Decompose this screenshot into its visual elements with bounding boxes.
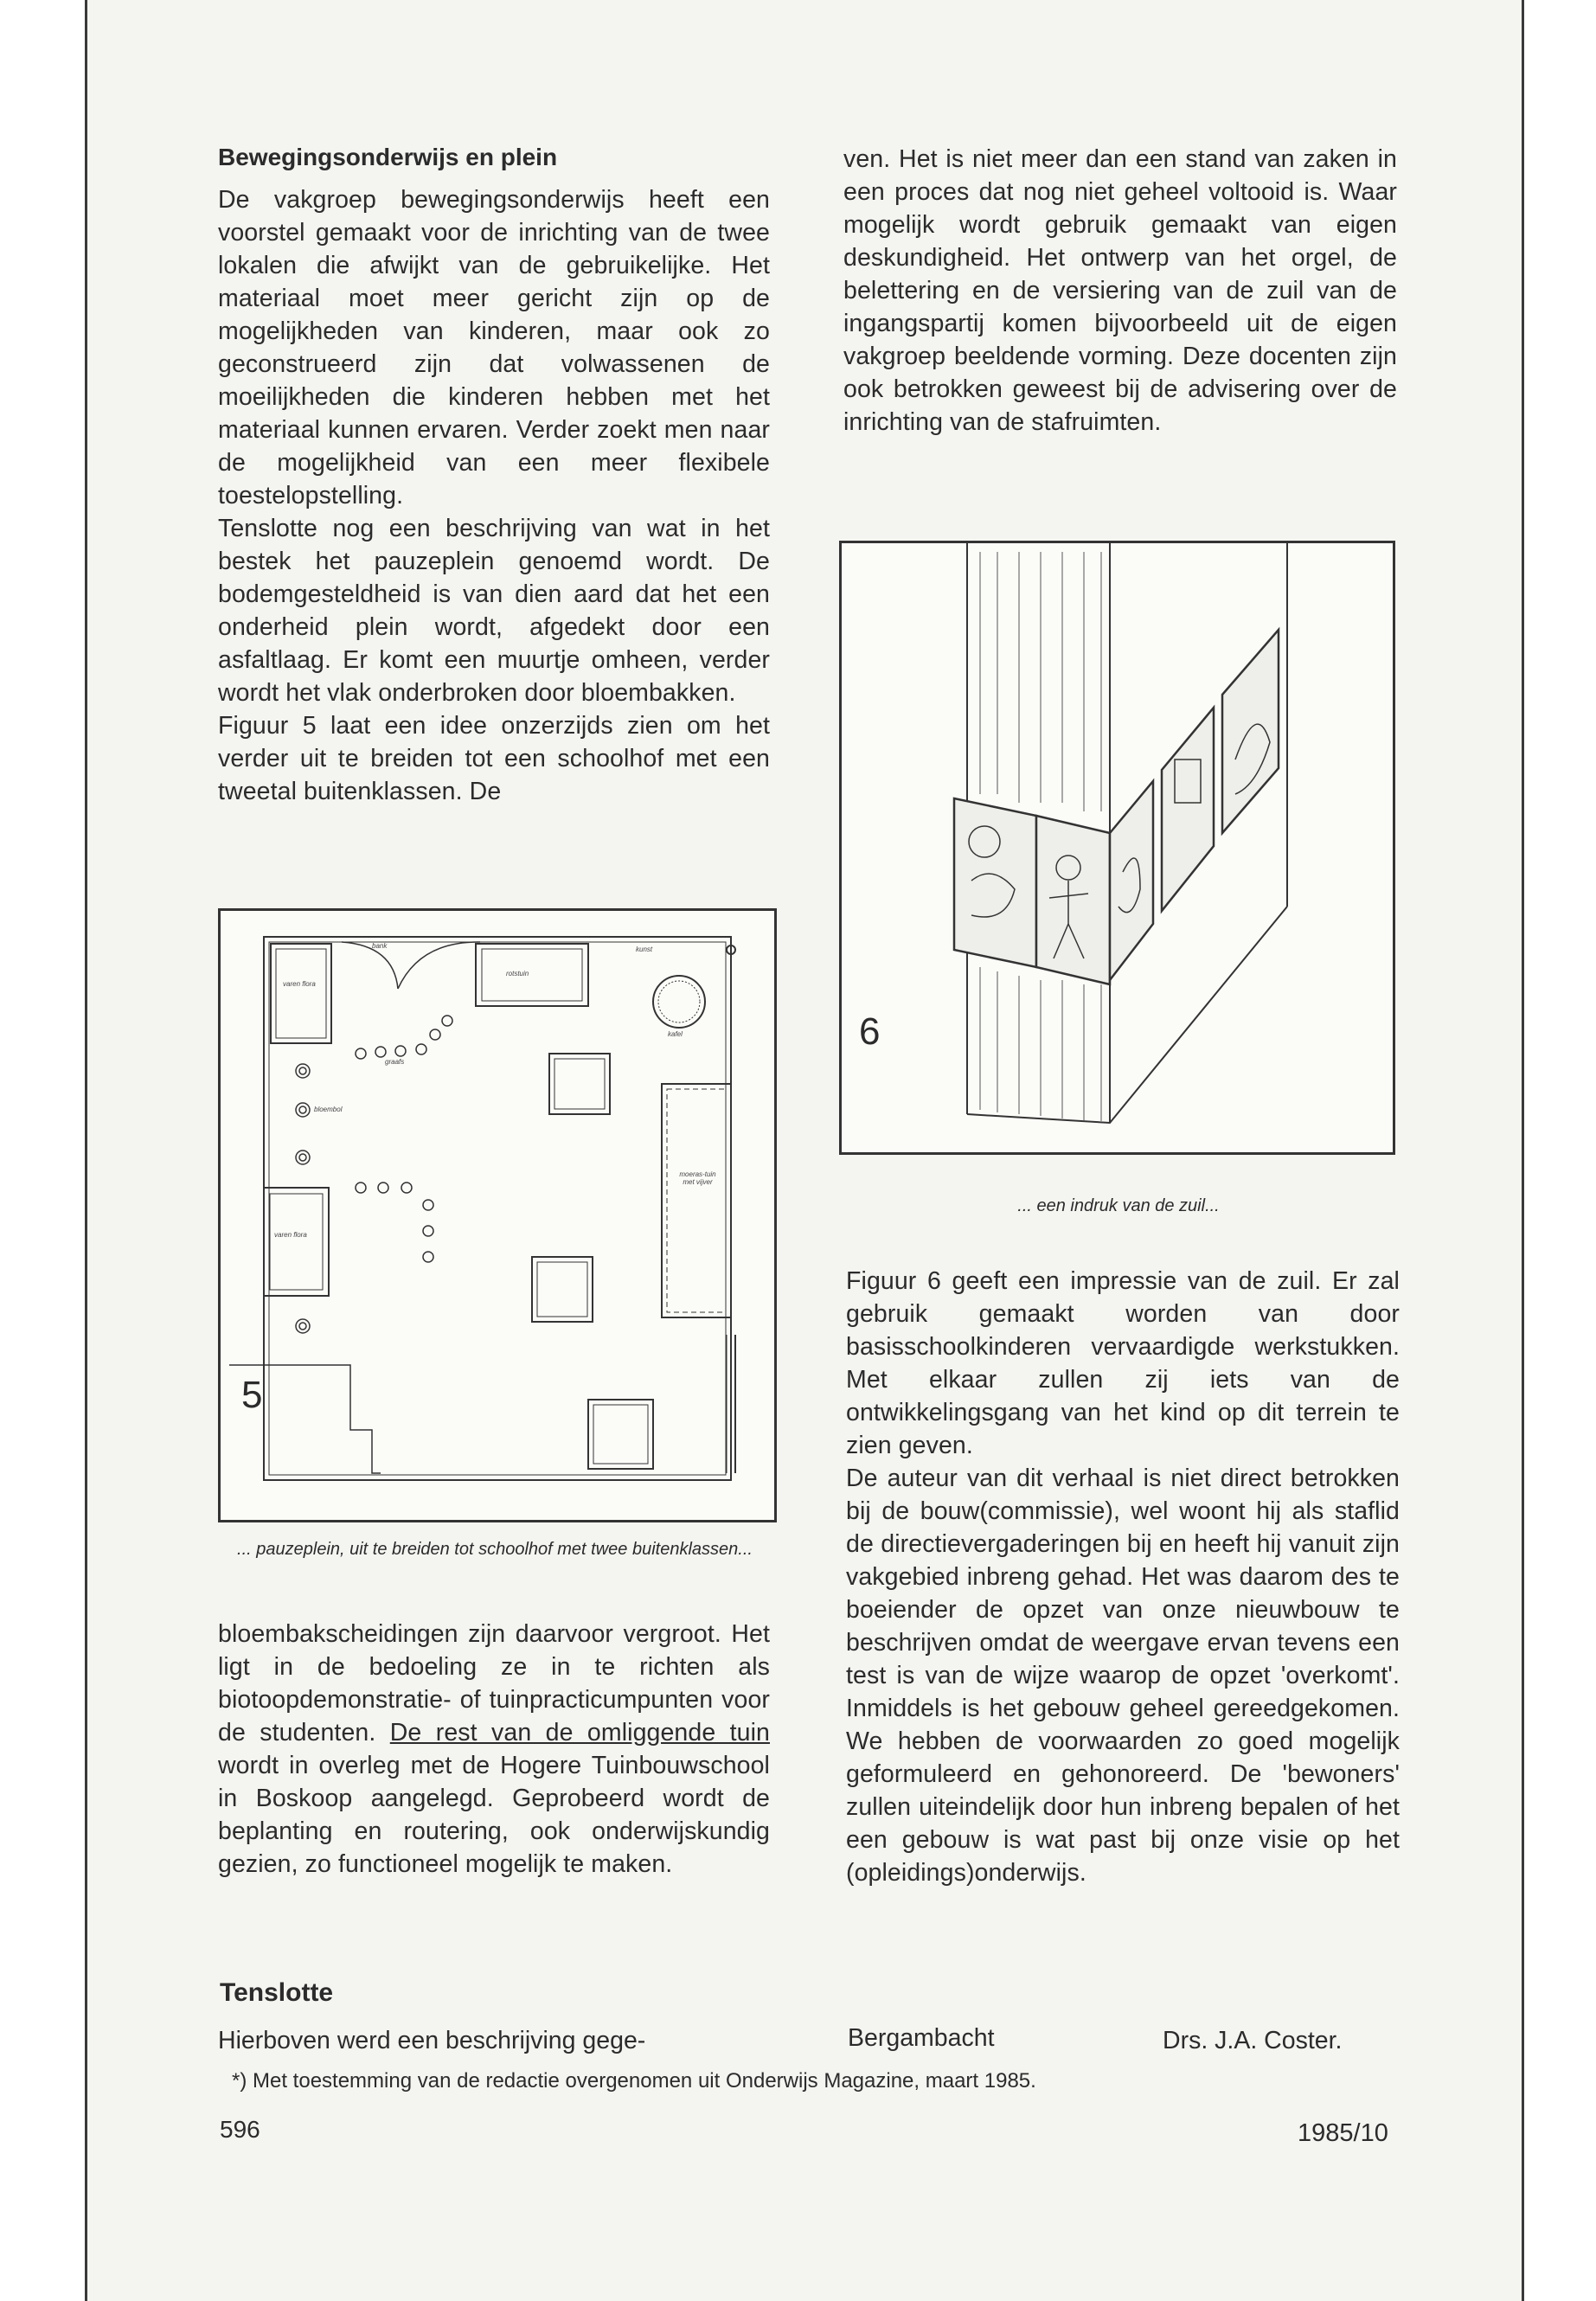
right-column-text bbox=[843, 143, 1397, 439]
figure-6-column-drawing bbox=[839, 541, 1395, 1155]
paragraph: Figuur 6 geeft een impressie van de zuil. Er zal gebruik gemaakt worden van door basisschoolkinderen vervaardigde werkstukken. Met elkaar zullen zij iets van de ontwikkelingsgang van het kind op dit terrein te zien geven. bbox=[846, 1267, 1400, 1459]
plan-label: varen flora bbox=[274, 1231, 307, 1239]
section-heading: Bewegingsonderwijs en plein bbox=[218, 144, 558, 170]
text-run: wordt in overleg met de Hogere Tuinbouwschool in Boskoop aangelegd. Geprobeerd wordt de beplanting en routering, ook onderwijskundig gezien, zo functioneel mogelijk te maken. bbox=[218, 1752, 770, 1878]
footnote: *) Met toestemming van de redactie overgenomen uit Onderwijs Magazine, maart 1985. bbox=[232, 2069, 1036, 2093]
paragraph: De vakgroep bewegingsonderwijs heeft een voorstel gemaakt voor de inrichting van de twee lokalen die afwijkt van de gebruikelijke. Het materiaal moet meer gericht zijn op de mogelijkheden van kinderen, maar ook zo geconstrueerd zijn dat volwassenen de moeilijkheden die kinderen hebben met het materiaal kunnen ervaren. Verder zoekt men naar de mogelijkheid van een meer flexibele toestelopstelling. bbox=[218, 186, 770, 510]
figure-6-caption: ... een indruk van de zuil... bbox=[1017, 1196, 1220, 1215]
plan-label: moeras-tuin met vijver bbox=[679, 1170, 716, 1186]
figure-number: 5 bbox=[241, 1374, 263, 1416]
underlined-text: De rest van de omliggende tuin bbox=[389, 1719, 770, 1747]
plan-label: kafel bbox=[668, 1030, 683, 1038]
right-column-text-bottom bbox=[846, 1265, 1400, 1889]
site-plan-drawing bbox=[221, 911, 774, 1520]
plan-label: bank bbox=[372, 942, 388, 950]
figure-number: 6 bbox=[859, 1010, 881, 1053]
paragraph bbox=[218, 1618, 770, 1881]
plan-label: kunst bbox=[636, 945, 653, 953]
paragraph: ven. Het is niet meer dan een stand van zaken in een proces dat nog niet geheel voltooid is. Waar mogelijk wordt gebruik gemaakt van eigen deskundigheid. Het ontwerp van het orgel, de belettering en de versiering van de zuil van de ingangspartij komen bijvoorbeeld uit de eigen vakgroep beeldende vorming. Deze docenten zijn ook betrokken geweest bij de advisering over de inrichting van de stafruimten. bbox=[843, 145, 1397, 436]
figure-5-site-plan bbox=[218, 908, 777, 1522]
figure-5-caption: ... pauzeplein, uit te breiden tot schoolhof met twee buitenklassen... bbox=[237, 1540, 753, 1559]
paragraph: Figuur 5 laat een idee onzerzijds zien om het verder uit te breiden tot een schoolhof met een tweetal buitenklassen. De bbox=[218, 712, 770, 805]
left-column-text bbox=[218, 183, 770, 808]
plan-label: rotstuin bbox=[506, 970, 529, 977]
section-heading: Tenslotte bbox=[220, 1978, 334, 2007]
signature-place: Bergambacht bbox=[848, 2024, 995, 2052]
text-run: bloembakscheidingen zijn daarvoor vergroot. Het ligt in de bedoeling ze in te richten als biotoopdemonstratie- of tuinpracticumpunten voor de studenten. bbox=[218, 1620, 770, 1747]
signature-author: Drs. J.A. Coster. bbox=[1163, 2027, 1343, 2054]
plan-label: varen flora bbox=[283, 980, 316, 988]
closing-line: Hierboven werd een beschrijving gege- bbox=[218, 2027, 646, 2054]
paragraph: De auteur van dit verhaal is niet direct betrokken bij de bouw(commissie), wel woont hij als staflid de directievergaderingen bij en heeft hij vanuit zijn vakgebied inbreng gehad. Het was daarom des te boeiender de opzet van onze nieuwbouw te beschrijven omdat de weergave ervan tevens een test is van de wijze waarop de opzet 'overkomt'. Inmiddels is het gebouw geheel gereedgekomen. We hebben de voorwaarden zo goed mogelijk geformuleerd en gehonoreerd. De 'bewoners' zullen uiteindelijk door hun inbreng bepalen of het een gebouw is wat past bij onze visie op het (opleidings)onderwijs. bbox=[846, 1465, 1400, 1887]
paragraph: Tenslotte nog een beschrijving van wat in het bestek het pauzeplein genoemd wordt. De bodemgesteldheid is van dien aard dat het een onderheid plein wordt, afgedekt door een asfaltlaag. Er komt een muurtje omheen, verder wordt het vlak onderbroken door bloembakken. bbox=[218, 515, 770, 707]
left-column-text-bottom bbox=[218, 1618, 770, 1881]
plan-label: graafs bbox=[385, 1058, 405, 1066]
column-drawing bbox=[842, 543, 1393, 1152]
issue-number: 1985/10 bbox=[1298, 2119, 1388, 2147]
plan-label: bloembol bbox=[314, 1106, 343, 1113]
page-number: 596 bbox=[220, 2116, 260, 2143]
